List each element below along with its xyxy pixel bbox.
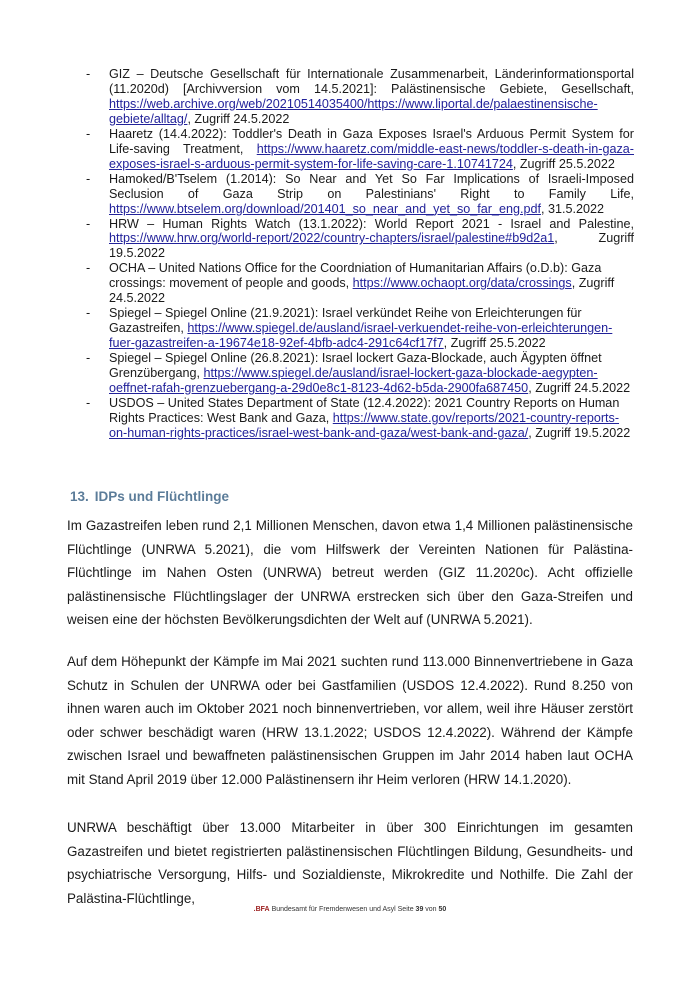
reference-link[interactable]: https://www.btselem.org/download/201401_so_near_and_yet_so_far_eng.pdf <box>109 201 541 216</box>
reference-link[interactable]: https://web.archive.org/web/20210514035400/https://www.liportal.de/palaestinensische-gebiete/alltag/ <box>109 96 598 126</box>
reference-item <box>86 351 634 396</box>
page-footer <box>0 906 700 913</box>
reference-access: , Zugriff 24.5.2022 <box>109 276 615 306</box>
reference-access: , Zugriff 25.5.2022 <box>512 156 615 171</box>
reference-text: Haaretz (14.4.2022): Toddler's Death in Gaza Exposes Israel's Arduous Permit System for Life-saving Treatment, <box>109 126 634 156</box>
reference-item <box>86 67 634 127</box>
reference-access: , Zugriff 24.5.2022 <box>528 381 631 396</box>
bfa-logo: .BFA <box>253 906 270 913</box>
reference-item <box>86 127 634 172</box>
paragraph: Auf dem Höhepunkt der Kämpfe im Mai 2021 suchten rund 113.000 Binnenvertriebene in Gaza Schutz in Schulen der UNRWA oder bei Gastfamilien (USDOS 12.4.2022). Rund 8.250 von ihnen waren auch im Oktober 2021 noch binnenvertrieben, vor allem, weil ihre Häuser zerstört oder schwer beschädigt waren (HRW 13.1.2022; USDOS 12.4.2022). Während der Kämpfe zwischen Israel und bewaffneten palästinensischen Gruppen im Jahr 2014 haben laut OCHA mit Stand April 2019 über 12.000 Palästinensern ihr Heim verloren (HRW 14.1.2020). <box>67 654 633 787</box>
bullet: - <box>86 126 91 141</box>
reference-list <box>86 67 634 441</box>
bullet: - <box>86 171 91 186</box>
reference-text: Hamoked/B'Tselem (1.2014): So Near and Yet So Far Implications of Israeli-Imposed Seclusion of Gaza Strip on Palestinians' Right to Family Life, <box>109 171 634 201</box>
paragraph: Im Gazastreifen leben rund 2,1 Millionen Menschen, davon etwa 1,4 Millionen palästinensische Flüchtlinge (UNRWA 5.2021), die vom Hilfswerk der Vereinten Nationen für Palästina-Flüchtlinge im Nahen Osten (UNRWA) betreut werden (GIZ 11.2020c). Acht offizielle palästinensische Flüchtlingslager der UNRWA erstrecken sich über den Gaza-Streifen und weisen eine der höchsten Bevölkerungsdichten der Welt auf (UNRWA 5.2021). <box>67 518 633 628</box>
reference-link[interactable]: https://www.state.gov/reports/2021-country-reports-on-human-rights-practices/israel-west-bank-and-gaza/west-bank-and-gaza/ <box>109 410 620 440</box>
reference-item <box>86 396 634 441</box>
reference-text: Spiegel – Spiegel Online (26.8.2021): Israel lockert Gaza-Blockade, auch Ägypten öffnet Grenzübergang, <box>109 351 602 381</box>
reference-text: USDOS – United States Department of State (12.4.2022): 2021 Country Reports on Human Rights Practices: West Bank and Gaza, <box>109 395 620 425</box>
reference-link[interactable]: https://www.spiegel.de/ausland/israel-lockert-gaza-blockade-aegypten-oeffnet-rafah-grenzuebergang-a-29d0e8c1-8123-4d62-b5da-2900fa687450 <box>109 366 598 396</box>
paragraph: UNRWA beschäftigt über 13.000 Mitarbeiter in über 300 Einrichtungen im gesamten Gazastreifen und bietet registrierten palästinensischen Flüchtlingen Bildung, Gesundheits- und psychiatrische Versorgung, Hilfs- und Sozialdienste, Mikrokredite und Nothilfe. Die Zahl der Palästina-Flüchtlinge, <box>67 820 633 906</box>
reference-link[interactable]: https://www.haaretz.com/middle-east-news/toddler-s-death-in-gaza-exposes-israel-s-arduous-permit-system-for-life-saving-care-1.10741724 <box>109 141 634 171</box>
reference-text: GIZ – Deutsche Gesellschaft für Internationale Zusammenarbeit, Länderinformationsportal (11.2020d) [Archivversion vom 14.5.2021]: Palästinensische Gebiete, Gesellschaft, <box>109 67 634 96</box>
bullet: - <box>86 395 91 410</box>
reference-access: , Zugriff 24.5.2022 <box>187 111 290 126</box>
footer-text: Bundesamt für Fremdenwesen und Asyl Seite <box>269 906 416 913</box>
reference-access: , Zugriff 19.5.2022 <box>528 425 631 440</box>
page-total: 50 <box>438 906 447 913</box>
bullet: - <box>86 216 91 231</box>
reference-access: , Zugriff 19.5.2022 <box>109 231 634 261</box>
reference-link[interactable]: https://www.hrw.org/world-report/2022/country-chapters/israel/palestine#b9d2a1 <box>109 231 555 246</box>
section-number: 13. <box>70 489 89 504</box>
section-heading <box>70 489 229 504</box>
bullet: - <box>86 67 91 81</box>
reference-item <box>86 306 634 351</box>
reference-text: Spiegel – Spiegel Online (21.9.2021): Israel verkündet Reihe von Erleichterungen für Gazastreifen, <box>109 306 582 336</box>
reference-access: , Zugriff 25.5.2022 <box>443 336 546 351</box>
bullet: - <box>86 306 91 321</box>
page-number: 39 <box>415 906 424 913</box>
reference-item <box>86 172 634 217</box>
bullet: - <box>86 351 91 366</box>
reference-text: OCHA – United Nations Office for the Coordniation of Humanitarian Affairs (o.D.b): Gaza crossings: movement of people and goods, <box>109 261 602 291</box>
reference-access: , 31.5.2022 <box>541 201 605 216</box>
reference-text: HRW – Human Rights Watch (13.1.2022): World Report 2021 - Israel and Palestine, <box>109 216 634 231</box>
bullet: - <box>86 261 91 276</box>
reference-link[interactable]: https://www.spiegel.de/ausland/israel-verkuendet-reihe-von-erleichterungen-fuer-gazastreifen-a-19674e18-92ef-4bfb-adc4-291c64cf17f7 <box>109 321 613 351</box>
section-title: IDPs und Flüchtlinge <box>94 489 230 504</box>
reference-item <box>86 217 634 262</box>
reference-item <box>86 261 634 306</box>
footer-of: von <box>423 906 439 913</box>
reference-link[interactable]: https://www.ochaopt.org/data/crossings <box>352 276 572 291</box>
